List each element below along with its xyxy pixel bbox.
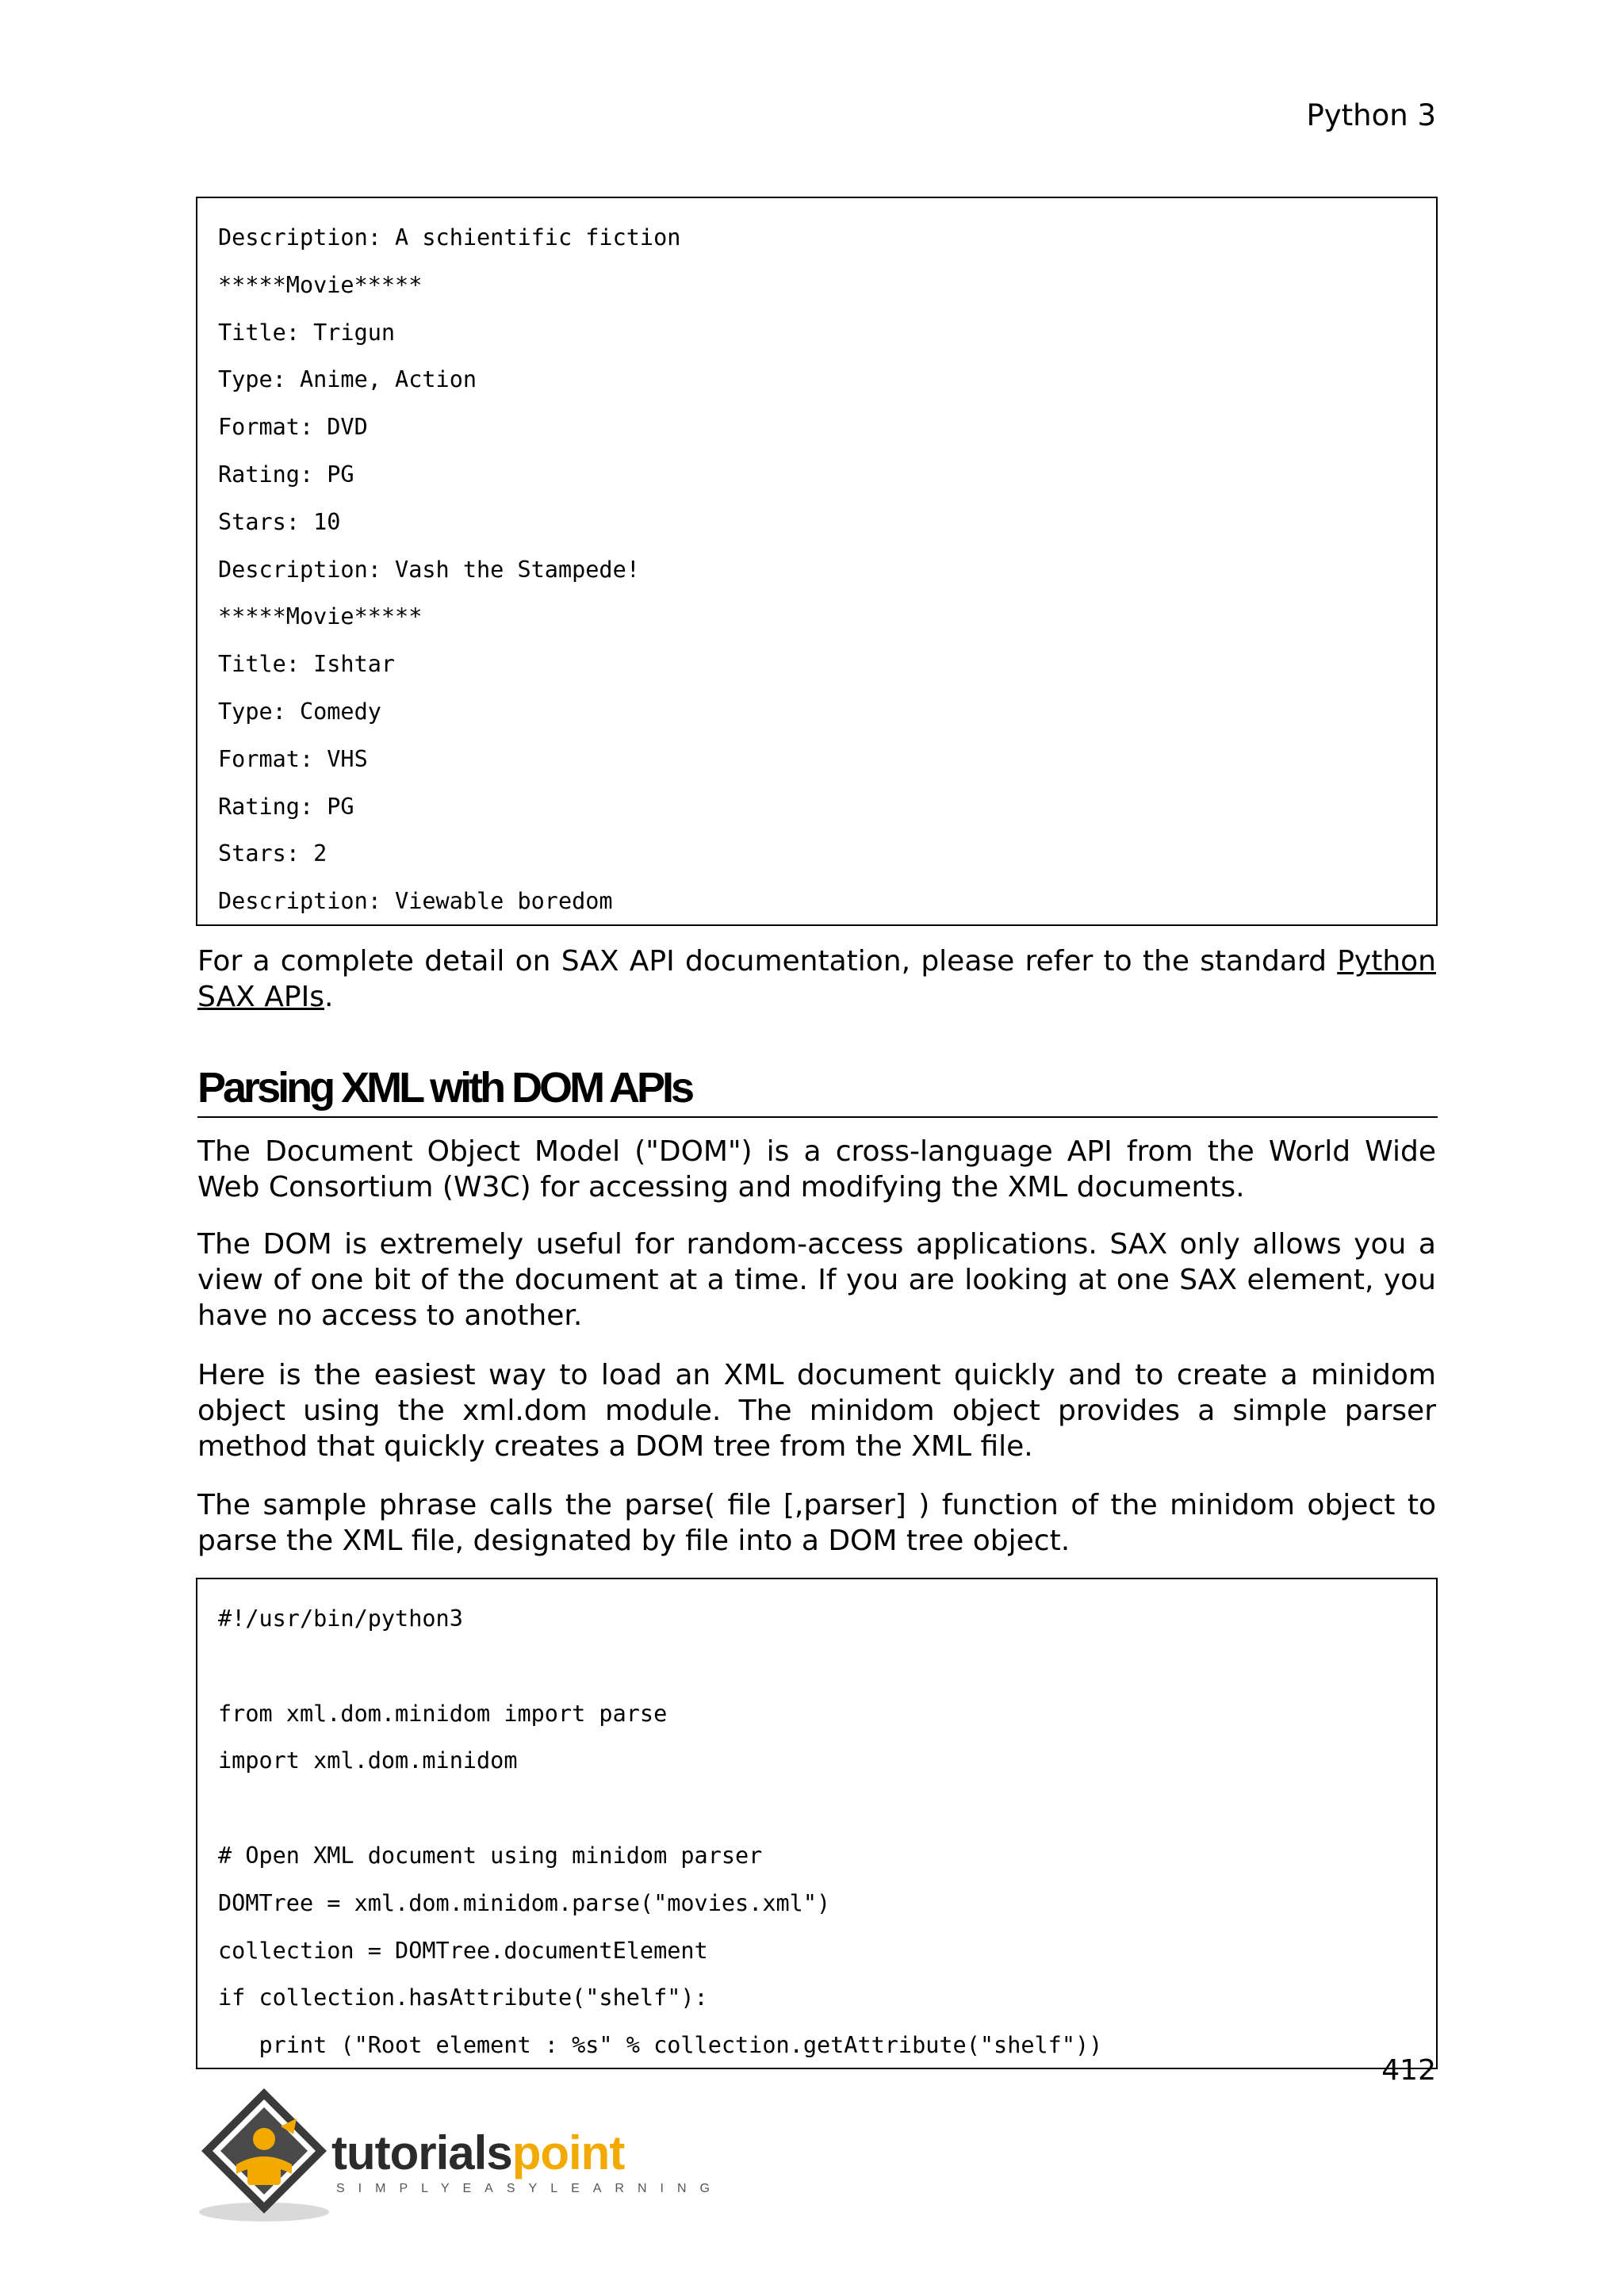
sax-reference-end: . (324, 981, 334, 1013)
code-example-block (196, 1578, 1438, 2069)
code-line: if collection.hasAttribute("shelf"): (218, 1984, 708, 2011)
code-line: Description: Viewable boredom (218, 888, 613, 915)
code-line: Description: Vash the Stampede! (218, 556, 640, 583)
minidom-paragraph: Here is the easiest way to load an XML document quickly and to create a minidom object using the xml.dom module. The minidom object provides a simple parser method that quickly creates a DOM tree from the XML file. (197, 1359, 1436, 1463)
logo-wordmark-part1: tutorials (331, 2126, 512, 2179)
code-line: Title: Ishtar (218, 651, 396, 678)
sax-reference-text: For a complete detail on SAX API documentation, please refer to the standard (197, 945, 1338, 978)
tutorialspoint-diamond-icon (195, 2085, 334, 2224)
sax-reference-paragraph (197, 943, 1436, 1015)
page-header-title: Python 3 (1306, 98, 1436, 132)
code-line: import xml.dom.minidom (218, 1747, 518, 1774)
code-line: # Open XML document using minidom parser (218, 1842, 763, 1869)
dom-intro-paragraph: The Document Object Model ("DOM") is a cross-language API from the World Wide Web Consortium (W3C) for accessing and modifying the XML documents. (197, 1135, 1436, 1203)
code-line: *****Movie***** (218, 603, 423, 630)
code-line: Format: DVD (218, 414, 368, 441)
python-sax-apis-link[interactable]: Python SAX APIs (197, 945, 1436, 1013)
code-line: DOMTree = xml.dom.minidom.parse("movies.xml") (218, 1889, 831, 1916)
code-line: *****Movie***** (218, 271, 423, 298)
code-line: Type: Comedy (218, 698, 381, 725)
logo-tagline: SIMPLYEASYLEARNING (336, 2182, 723, 2195)
code-line: Rating: PG (218, 793, 354, 820)
page-number: 412 (1381, 2054, 1436, 2087)
code-line (218, 1785, 1415, 1832)
code-line: Format: VHS (218, 745, 368, 772)
parse-function-paragraph: The sample phrase calls the parse( file [,parser] ) function of the minidom object to parse the XML file, designated by file into a DOM tree object. (197, 1489, 1436, 1557)
logo-wordmark (331, 2128, 624, 2179)
code-line: Type: Anime, Action (218, 366, 477, 393)
section-heading: Parsing XML with DOM APIs (197, 1062, 1438, 1118)
logo-wordmark-part2: point (511, 2126, 625, 2179)
code-line: Rating: PG (218, 461, 354, 488)
code-line: Title: Trigun (218, 319, 396, 346)
code-line: Stars: 10 (218, 508, 341, 535)
code-line: Stars: 2 (218, 840, 327, 867)
code-line: collection = DOMTree.documentElement (218, 1937, 708, 1964)
code-line: from xml.dom.minidom import parse (218, 1700, 668, 1727)
code-line: Description: A schientific fiction (218, 224, 681, 251)
code-line: #!/usr/bin/python3 (218, 1605, 463, 1632)
dom-usage-paragraph: The DOM is extremely useful for random-access applications. SAX only allows you a view of one bit of the document at a time. If you are looking at one SAX element, you have no access to another. (197, 1228, 1436, 1332)
code-line (218, 1643, 1415, 1690)
tutorialspoint-logo (195, 2085, 723, 2224)
code-line: print ("Root element : %s" % collection.getAttribute("shelf")) (218, 2032, 1103, 2059)
code-output-block (196, 197, 1438, 926)
